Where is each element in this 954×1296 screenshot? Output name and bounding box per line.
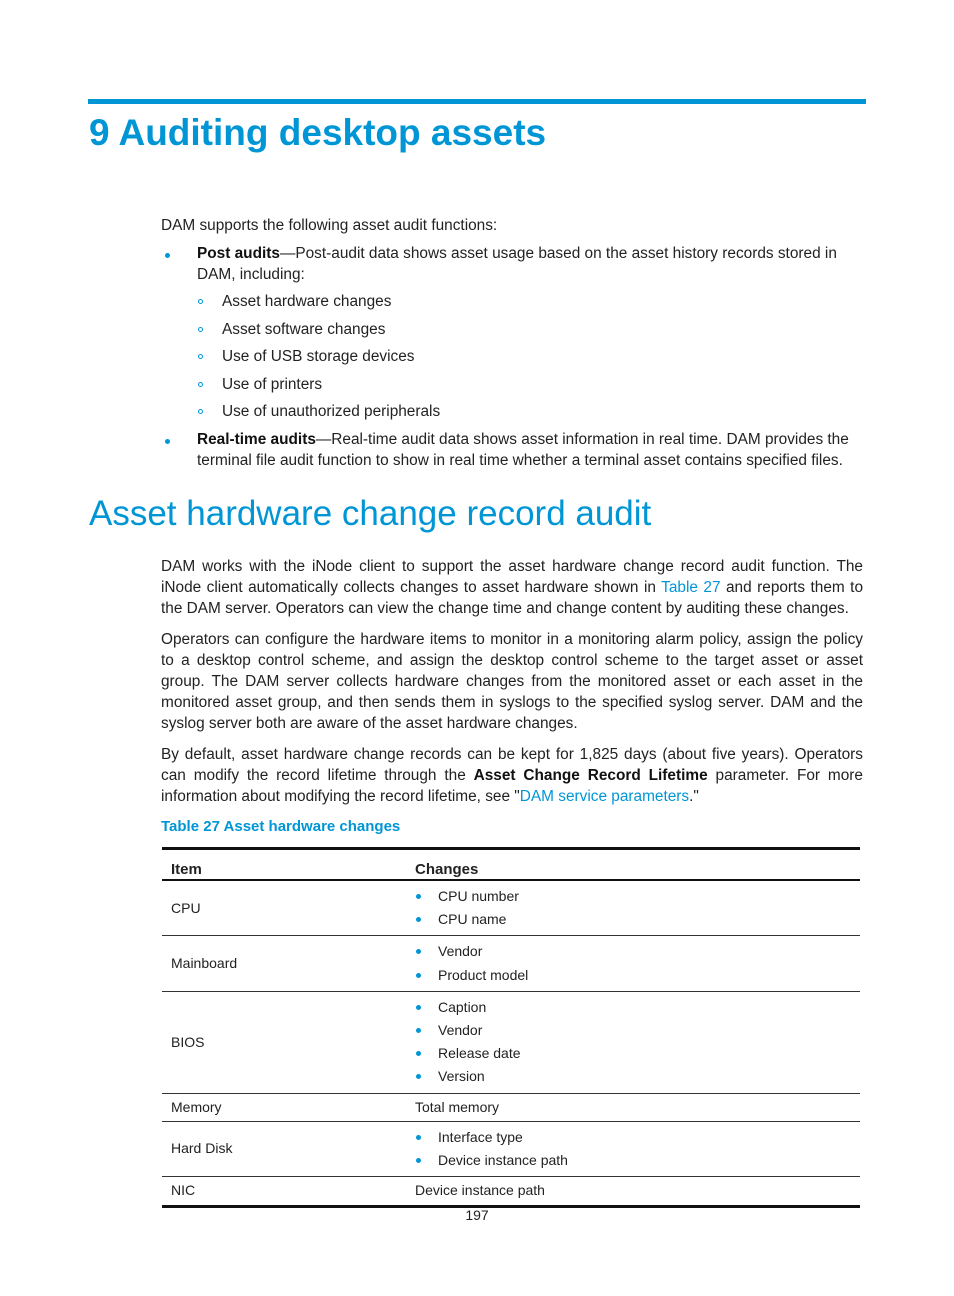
item-cell: Memory [162,1093,406,1121]
post-audits-text: —Post-audit data shows asset usage based on the asset history records stored in DAM, including: [197,245,837,283]
chapter-title: 9 Auditing desktop assets [89,112,547,153]
p3-text-before: By default, asset hardware change records can be kept for 1,825 days (about five years). Operators can modify the record lifetime through the [161,746,863,784]
table-row [162,936,860,991]
change-item [415,1065,860,1088]
changes-cell [406,936,860,991]
section-paragraph-1 [161,556,863,619]
header-changes: Changes [406,849,860,881]
bullet-dot [416,949,421,954]
change-text: Vendor [438,1021,483,1038]
section-paragraph-3 [161,744,863,807]
change-item [415,908,860,931]
changes-cell [406,991,860,1093]
sub-item: Use of USB storage devices [222,348,415,365]
intro-lead: DAM supports the following asset audit functions: [161,217,498,234]
bullet-dot [416,973,421,978]
sub-bullet-circle [198,299,203,304]
change-text: Caption [438,998,487,1015]
p3-text-middle: parameter. For more information about modifying the record lifetime, see " [161,767,863,805]
sub-item: Use of unauthorized peripherals [222,403,441,420]
sub-bullet-circle [198,354,203,359]
table-row [162,1176,860,1206]
section-title: Asset hardware change record audit [89,494,652,533]
change-item [415,996,860,1019]
bullet-dot [416,1158,421,1163]
change-item [415,1042,860,1065]
change-item [415,885,860,908]
realtime-audits-item [197,429,863,471]
table-row [162,1093,860,1121]
post-audits-item [197,243,863,285]
table-row [162,1121,860,1176]
change-text: Version [438,1068,485,1085]
p1-text-before: DAM works with the iNode client to support the asset hardware change record audit function. The iNode client automatically collects changes to asset hardware shown in [161,558,863,596]
bullet-dot [416,1051,421,1056]
p1-text-after: and reports them to the DAM server. Operators can view the change time and change content by auditing these changes. [161,579,864,617]
sub-item: Use of printers [222,376,323,393]
sub-bullet-circle [198,382,203,387]
table-caption: Table 27 Asset hardware changes [161,818,401,835]
sub-item: Asset software changes [222,321,386,338]
change-item [415,1019,860,1042]
changes-cell: Total memory [406,1093,860,1121]
change-text: CPU name [438,911,507,928]
sub-item: Asset hardware changes [222,293,392,310]
change-item [415,940,860,963]
item-cell: Hard Disk [162,1121,406,1176]
chapter-rule [88,99,866,104]
bullet-dot [416,917,421,922]
change-item [415,1126,860,1149]
p3-text-after: ." [689,788,699,805]
bullet-dot [416,1135,421,1140]
item-cell: CPU [162,880,406,936]
table-header-row [162,849,860,881]
change-text: Interface type [438,1128,523,1145]
post-audits-term: Post audits [197,245,280,262]
change-text: Vendor [438,943,483,960]
item-cell: NIC [162,1176,406,1206]
header-item: Item [162,849,406,881]
p3-bold-parameter: Asset Change Record Lifetime [473,767,708,784]
change-text: Product model [438,966,529,983]
change-text: Device instance path [438,1151,568,1168]
sub-bullet-circle [198,409,203,414]
realtime-audits-text: —Real-time audit data shows asset information in real time. DAM provides the terminal file audit function to show in real time whether a terminal asset contains specified files. [197,431,849,469]
change-item [415,1149,860,1172]
bullet-dot [165,439,170,444]
bullet-dot [416,1028,421,1033]
sub-bullet-circle [198,327,203,332]
table-row [162,880,860,936]
table-row [162,991,860,1093]
section-paragraph-2: Operators can configure the hardware items to monitor in a monitoring alarm policy, assign the policy to a desktop control scheme, and assign the desktop control scheme to the target asset or asset group. The DAM server collects hardware changes from the monitored asset or each asset in the monitored asset group, and then sends them in syslogs to the specified syslog server. DAM and the syslog server both are aware of the asset hardware changes. [161,631,863,732]
asset-hardware-changes-table [162,847,860,1208]
table-27-link[interactable]: Table 27 [661,579,721,596]
bullet-dot [165,253,170,258]
item-cell: Mainboard [162,936,406,991]
change-text: Release date [438,1045,521,1062]
realtime-audits-term: Real-time audits [197,431,316,448]
changes-cell: Device instance path [406,1176,860,1206]
bullet-dot [416,1005,421,1010]
page-number: 197 [465,1207,489,1223]
bullet-dot [416,894,421,899]
dam-service-parameters-link[interactable]: DAM service parameters [519,788,690,805]
change-text: CPU number [438,888,519,904]
changes-cell [406,880,860,936]
bullet-dot [416,1074,421,1079]
changes-cell [406,1121,860,1176]
change-item [415,964,860,987]
item-cell: BIOS [162,991,406,1093]
